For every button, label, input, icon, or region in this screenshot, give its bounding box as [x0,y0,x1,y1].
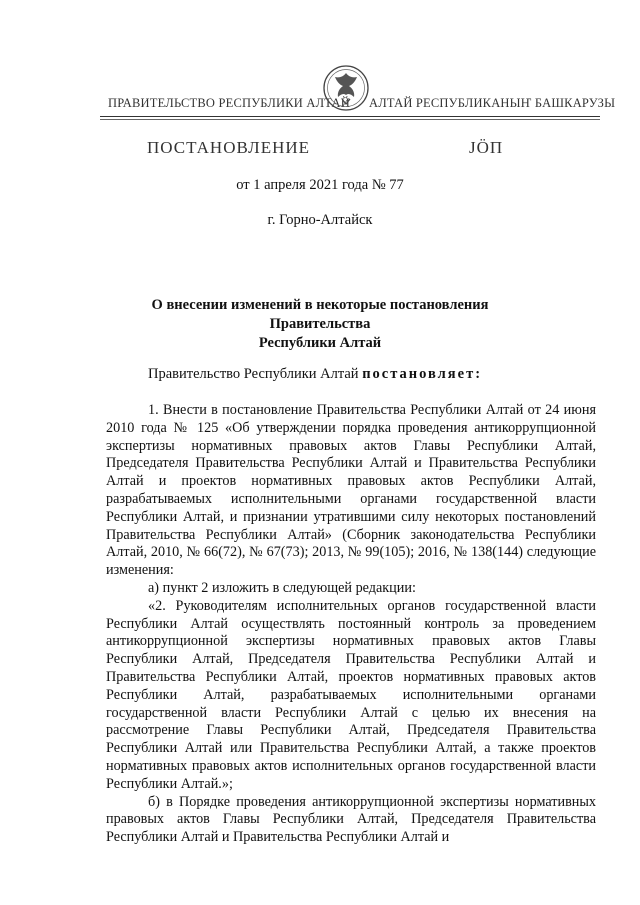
document-title [100,296,540,353]
title-line-2: Республики Алтай [258,335,382,351]
paragraph-2: а) пункт 2 изложить в следующей редакции: [148,579,416,596]
header-rule-top [100,116,600,117]
paragraph-1: 1. Внести в постановление Правительства Республики Алтай от 24 июня 2010 года № 125 «Об утверждении порядка проведения антикоррупционной экспертизы нормативных правовых актов Главы Республики Алтай, Председателя Правительства Республики Алтай и Правительства Республики Алтай и проектов нормативных правовых актов Республики Алтай, разрабатываемых исполнительными органами государственной власти Республики Алтай, и признании утратившими силу некоторых постановлений Правительства Республики Алтай» (Сборник законодательства Республики Алтай, 2010, № 66(72), № 67(73); 2013, № 99(105); 2016, № 138(144) следующие изменения: [106,402,596,579]
paragraph-3: «2. Руководителям исполнительных органов государственной власти Республики Алтай осуществлять постоянный контроль за проведением антикоррупционной экспертизы нормативных правовых актов Главы Республики Алтай, Председателя Правительства Республики Алтай и Правительства Республики Алтай, проектов нормативных правовых актов Республики Алтай, разрабатываемых исполнительными органами государственной власти Республики Алтай с целью их внесения на рассмотрение Главы Республики Алтай, Председателя Правительства Республики Алтай или Правительства Республики Алтай, а также проектов нормативных правовых актов исполнительных органов государственной власти Республики Алтай.»; [106,597,596,792]
doc-type-altai: ЈӦП [469,138,504,157]
header-rule-bottom [100,119,600,120]
coat-of-arms-emblem [322,64,370,112]
paragraph-4: б) в Порядке проведения антикоррупционной экспертизы нормативных правовых актов Главы Республики Алтай, Председателя Правительства Республики Алтай и Правительства Республики Алтай и [106,793,596,846]
title-line-1: О внесении изменений в некоторые постановления Правительства [151,297,489,332]
preamble-text: Правительство Республики Алтай [148,366,363,382]
header-org-left: ПРАВИТЕЛЬСТВО РЕСПУБЛИКИ АЛТАЙ [108,96,350,110]
date-and-number: от 1 апреля 2021 года № 77 [236,177,404,193]
preamble [148,366,482,383]
document-body [106,402,596,847]
doc-type-russian: ПОСТАНОВЛЕНИЕ [147,138,311,157]
preamble-decree-word: постановляет: [362,366,483,382]
header-org-right: АЛТАЙ РЕСПУБЛИКАНЫҤ БАШКАРУЗЫ [369,96,616,110]
city: г. Горно-Алтайск [267,212,373,228]
